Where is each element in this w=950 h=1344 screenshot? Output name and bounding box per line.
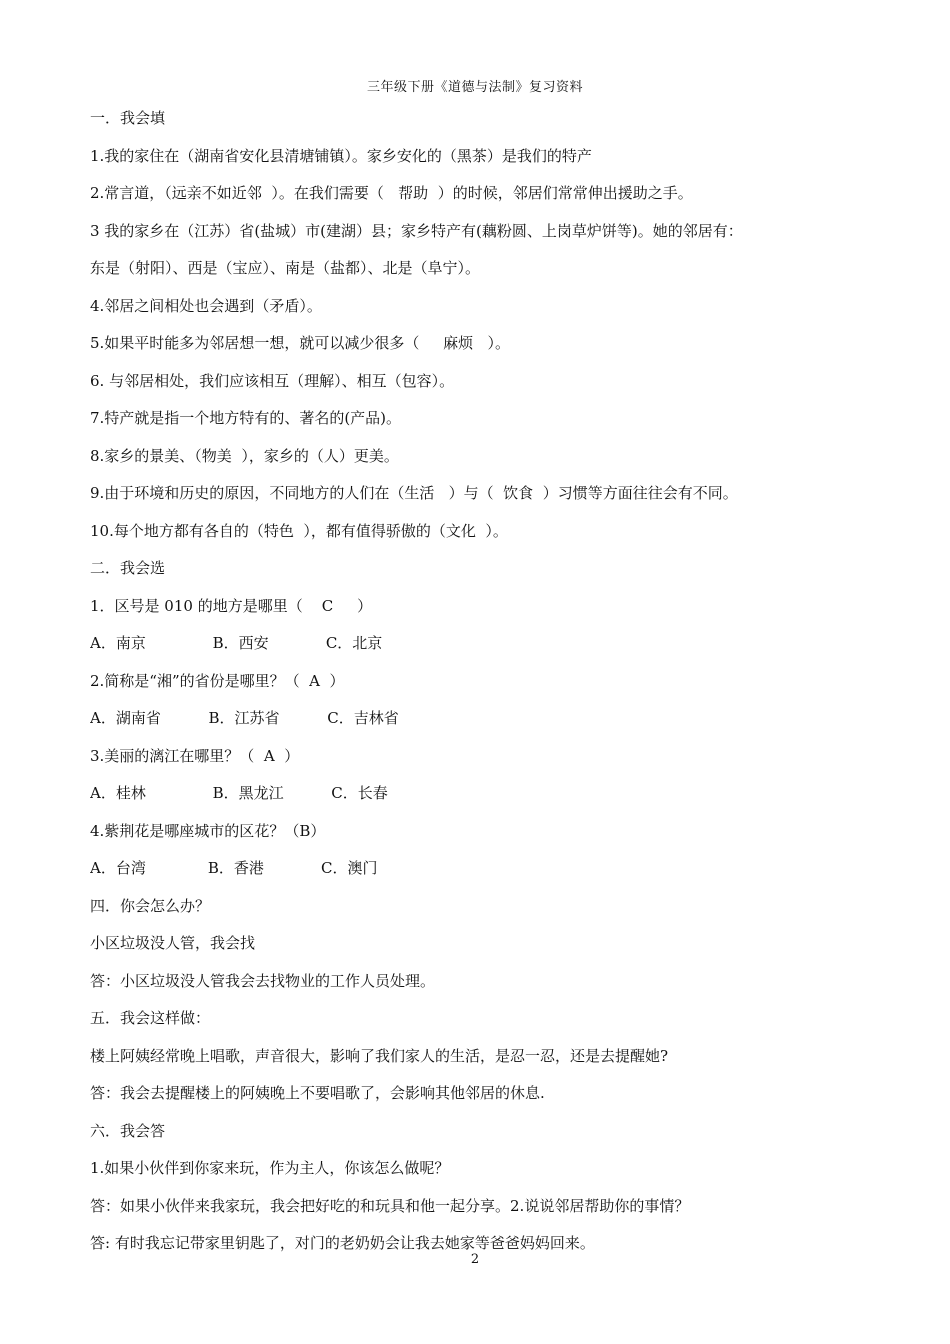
text-line: 3.美丽的漓江在哪里？（ A ） xyxy=(90,746,300,765)
document-body xyxy=(90,100,890,1263)
text-line: 9.由于环境和历史的原因，不同地方的人们在（生活 ）与（ 饮食 ）习惯等方面往往会有不同。 xyxy=(90,484,738,502)
text-line: 答：小区垃圾没人管我会去找物业的工作人员处理。 xyxy=(90,971,436,990)
text-line: 6. 与邻居相处，我们应该相互（理解）、相互（包容）。 xyxy=(90,371,455,390)
text-line: A．南京 B．西安 C．北京 xyxy=(90,634,383,652)
text-line: 答: 有时我忘记带家里钥匙了，对门的老奶奶会让我去她家等爸爸妈妈回来。 xyxy=(90,1234,595,1252)
text-line: 四．你会怎么办？ xyxy=(90,896,211,915)
text-line: 7.特产就是指一个地方特有的、著名的(产品)。 xyxy=(90,409,402,427)
text-line: 楼上阿姨经常晚上唱歌，声音很大，影响了我们家人的生活，是忍一忍，还是去提醒她? xyxy=(90,1046,669,1065)
document-title: 三年级下册《道德与法制》复习资料 xyxy=(366,80,583,95)
text-line: 4.邻居之间相处也会遇到（矛盾）。 xyxy=(90,296,322,315)
text-line: 4.紫荆花是哪座城市的区花？（B） xyxy=(90,821,326,840)
text-line: 5.如果平时能多为邻居想一想，就可以减少很多（ 麻烦 ）。 xyxy=(90,334,510,352)
text-line: 8.家乡的景美、（物美 ），家乡的（人）更美。 xyxy=(90,446,399,465)
page-number: 2 xyxy=(470,1252,480,1267)
text-line: 1.如果小伙伴到你家来玩，作为主人，你该怎么做呢？ xyxy=(90,1159,450,1177)
text-line: A．湖南省 B．江苏省 C．吉林省 xyxy=(90,709,399,727)
text-line: 二．我会选 xyxy=(90,559,166,577)
text-line: 3 我的家乡在（江苏）省(盐城）市(建湖）县；家乡特产有(藕粉圆、上岗草炉饼等)。她的邻居有： xyxy=(90,221,743,240)
text-line: A．桂林 B．黑龙江 C．长春 xyxy=(90,784,388,802)
text-line: 答：我会去提醒楼上的阿姨晚上不要唱歌了，会影响其他邻居的休息. xyxy=(90,1084,545,1102)
text-line: 2.常言道，（远亲不如近邻 ）。在我们需要（ 帮助 ）的时候，邻居们常常伸出援助之手。 xyxy=(90,184,693,202)
text-line: 1.我的家住在（湖南省安化县清塘铺镇）。家乡安化的（黑茶）是我们的特产 xyxy=(90,146,592,165)
text-line: 小区垃圾没人管，我会找 xyxy=(90,934,256,952)
text-line: 六．我会答 xyxy=(90,1121,166,1140)
text-line: 2.简称是“湘”的省份是哪里？（ A ） xyxy=(90,671,345,690)
text-line: 10.每个地方都有各自的（特色 ），都有值得骄傲的（文化 ）。 xyxy=(90,521,508,540)
text-line: 1．区号是 010 的地方是哪里（ C ） xyxy=(90,596,373,615)
text-line: 东是（射阳）、西是（宝应）、南是（盐都）、北是（阜宁）。 xyxy=(90,259,481,277)
text-line: A．台湾 B．香港 C．澳门 xyxy=(90,859,378,877)
text-line: 一．我会填 xyxy=(90,109,166,127)
text-line: 答：如果小伙伴来我家玩，我会把好吃的和玩具和他一起分享。2.说说邻居帮助你的事情？ xyxy=(90,1196,690,1215)
text-line: 五．我会这样做： xyxy=(90,1009,211,1027)
